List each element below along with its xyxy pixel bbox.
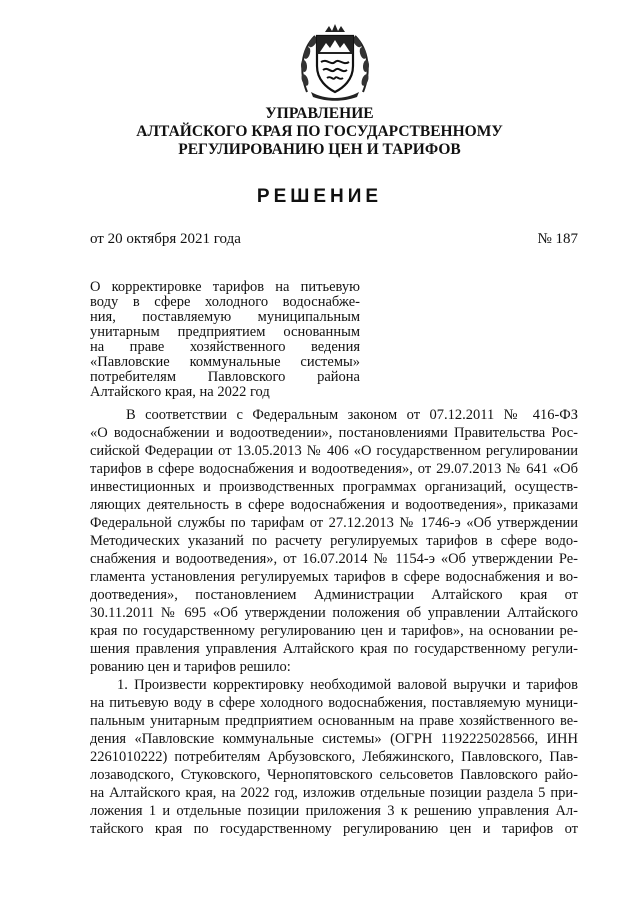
issuing-authority-heading [0,105,639,159]
org-line-2: АЛТАЙСКОГО КРАЯ ПО ГОСУДАРСТВЕННОМУ [136,123,503,140]
altai-coat-of-arms-emblem [297,22,373,102]
subject-line: воду в сфере холодного водоснабже- [90,294,360,310]
body-line: доотведения», постановлением Администрации Алтайского края от [90,587,578,603]
body-line: тарифов в сфере водоснабжения и водоотведения», от 29.07.2013 № 641 «Об [90,461,578,477]
subject-line: потребителям Павловского района [90,369,360,385]
subject-line: унитарным предприятием основанным [90,324,360,340]
body-line: ляющих деятельность в сфере водоснабжения и водоотведения», приказами [90,497,578,513]
body-line: сийской Федерации от 13.05.2013 № 406 «О государственном регулировании [90,443,578,459]
body-line: рованию цен и тарифов решило: [90,659,291,675]
document-title: РЕШЕНИЕ [256,186,383,207]
body-line: 30.11.2011 № 695 «Об утверждении положения об управлении Алтайского [90,605,578,621]
body-line: инвестиционных и производственных программах организаций, осуществ- [90,479,578,495]
decision-body [90,406,578,838]
body-line: снабжения и водоотведения», от 16.07.2014 № 1154-э «Об утверждении Ре- [90,551,578,567]
org-line-3: РЕГУЛИРОВАНИЮ ЦЕН И ТАРИФОВ [178,141,461,158]
body-line: В соответствии с Федеральным законом от 07.12.2011 № 416-ФЗ [126,407,578,423]
body-line: шения правления управления Алтайского края по государственному регули- [90,641,578,657]
decision-subject [90,280,360,400]
subject-line: «Павловские коммунальные системы» [90,354,360,370]
body-line: Федеральной службы по тарифам от 27.12.2013 № 1746-э «Об утверждении [90,515,578,531]
body-line: края по государственному регулированию цен и тарифов», на основании ре- [90,623,578,639]
subject-line: ния, поставляемую муниципальным [90,309,360,325]
body-line: лозаводского, Стуковского, Чернопятовского сельсоветов Павловского райо- [90,767,578,783]
body-line: Методических указаний по расчету регулируемых тарифов в сфере водо- [90,533,578,549]
decision-date: от 20 октября 2021 года [90,231,241,247]
body-line: на Алтайского края, на 2022 год, изложив отдельные позиции раздела 5 при- [90,785,578,801]
body-line: дения «Павловские коммунальные системы» (ОГРН 1192225028566, ИНН [90,731,578,747]
subject-line: Алтайского края, на 2022 год [90,384,270,400]
body-line: 2261010222) потребителям Арбузовского, Лебяжинского, Павловского, Пав- [90,749,578,765]
body-line: ложения 1 и отдельные позиции приложения 3 к решению управления Ал- [90,803,578,819]
body-line: «О водоснабжении и водоотведении», постановлениями Правительства Рос- [90,425,578,441]
body-line: пальным унитарным предприятием основанным на праве хозяйственного ве- [90,713,578,729]
org-line-1: УПРАВЛЕНИЕ [265,105,374,122]
body-line: гламента установления регулируемых тарифов в сфере водоснабжения и во- [90,569,578,585]
subject-line: О корректировке тарифов на питьевую [90,279,360,295]
body-line: на питьевую воду в сфере холодного водоснабжения, поставляемую муници- [90,695,578,711]
subject-line: на праве хозяйственного ведения [90,339,360,355]
body-line: тайского края по государственному регулированию цен и тарифов от [90,821,578,837]
decision-number: № 187 [537,231,578,247]
body-line: 1. Произвести корректировку необходимой валовой выручки и тарифов [117,677,578,693]
